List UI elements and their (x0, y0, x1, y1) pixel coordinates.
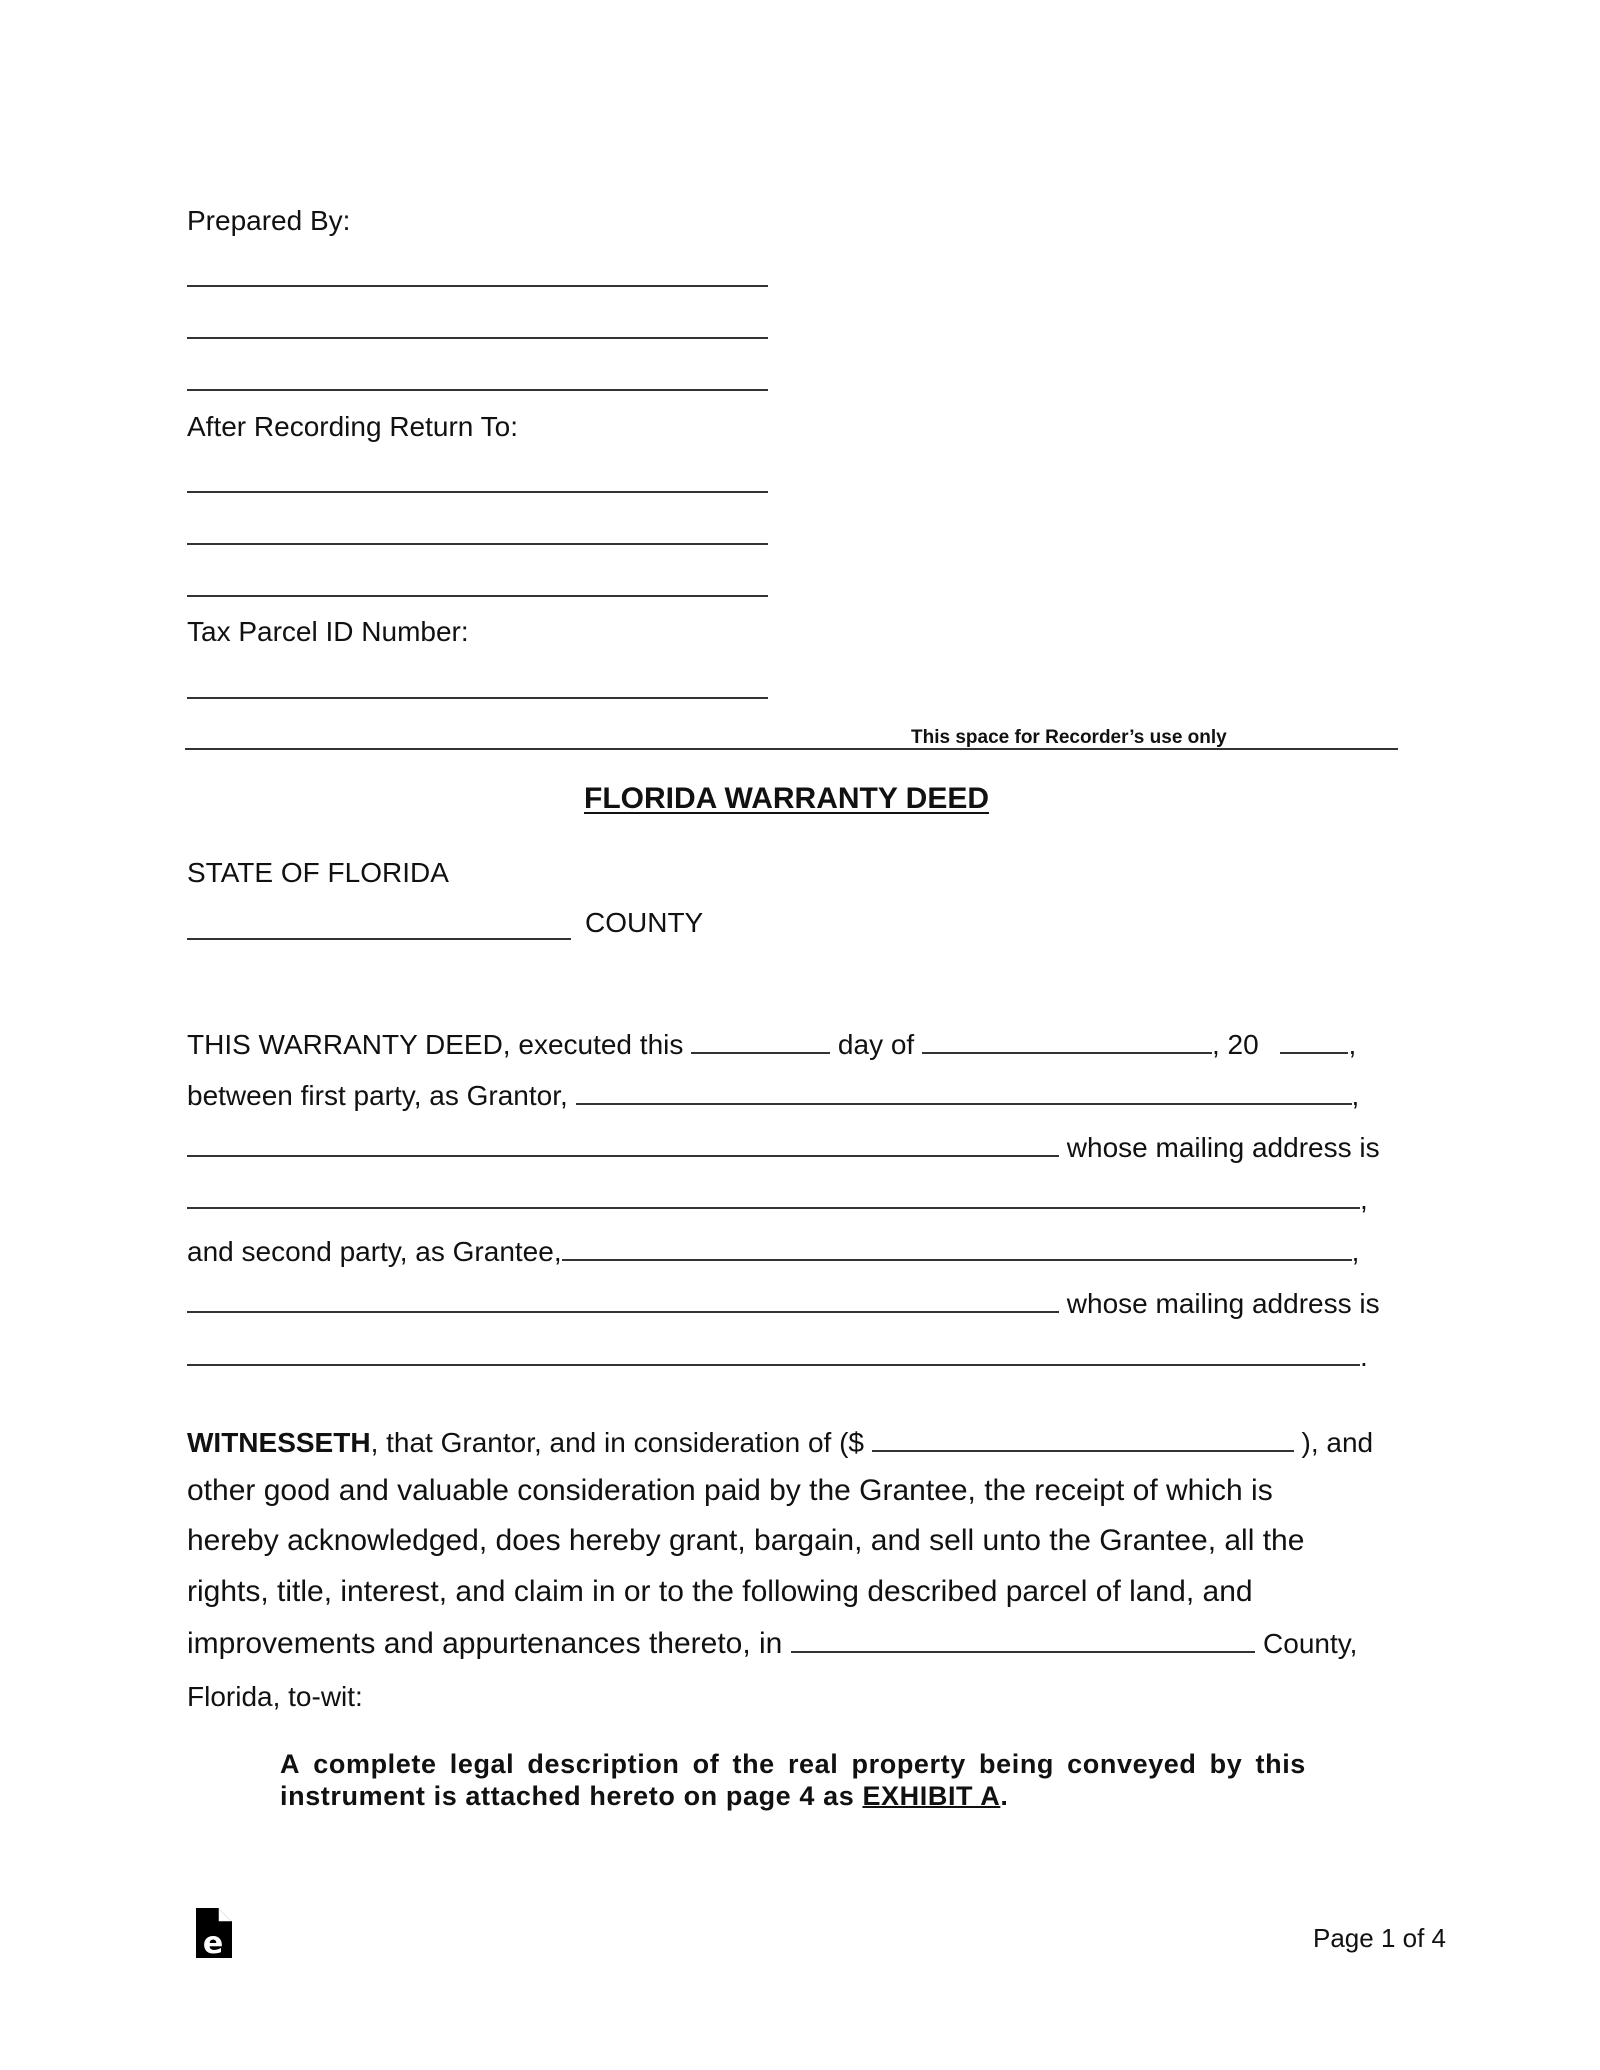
notice-word: complete (313, 1749, 437, 1779)
notice-text: instrument is attached hereto on page 4 as (280, 1781, 863, 1811)
deed-line-3 (187, 1129, 1380, 1165)
notice-line-1 (280, 1748, 1306, 1780)
witnesseth-text-end: ), and (1301, 1427, 1374, 1458)
witnesseth-heading: WITNESSETH (187, 1427, 371, 1458)
deed-line-4 (187, 1181, 1368, 1217)
prepared-by-label: Prepared By: (187, 205, 351, 236)
prepared-by-line-3[interactable] (187, 389, 768, 391)
grantor-name-blank[interactable] (576, 1077, 1352, 1105)
year-prefix-text: , 20 (1211, 1029, 1259, 1060)
page-number: Page 1 of 4 (1313, 1923, 1446, 1953)
grantee-name-blank[interactable] (562, 1233, 1352, 1261)
prepared-by-line-1[interactable] (187, 285, 768, 287)
period: . (1360, 1341, 1368, 1372)
notice-word: description (527, 1749, 680, 1779)
comma: , (1351, 1236, 1360, 1267)
legal-description-notice (280, 1748, 1306, 1812)
grantor-mailing-label: whose mailing address is (1066, 1132, 1380, 1163)
county-blank[interactable] (187, 938, 571, 940)
consideration-amount-blank[interactable] (872, 1424, 1294, 1452)
comma: , (1351, 1080, 1360, 1111)
witnesseth-line-1 (187, 1424, 1373, 1460)
witnesseth-text: , that Grantor, and in consideration of ($ (370, 1427, 864, 1458)
grantor-label: between first party, as Grantor, (187, 1080, 568, 1111)
tax-parcel-label: Tax Parcel ID Number: (187, 616, 469, 647)
county-label: COUNTY (585, 907, 704, 938)
recorder-divider (185, 748, 1398, 750)
deed-intro-text: THIS WARRANTY DEED, executed this (187, 1029, 684, 1060)
return-to-line-2[interactable] (187, 543, 768, 545)
comma: , (1348, 1029, 1357, 1060)
grantee-mailing-label: whose mailing address is (1066, 1288, 1380, 1319)
year-blank[interactable] (1280, 1026, 1348, 1054)
witnesseth-line-4: rights, title, interest, and claim in or to the following described parcel of land, and (187, 1575, 1253, 1608)
grantee-label: and second party, as Grantee, (187, 1236, 562, 1267)
notice-word: real (787, 1749, 839, 1779)
notice-line-2 (280, 1780, 1306, 1812)
witnesseth-line-3: hereby acknowledged, does hereby grant, bargain, and sell unto the Grantee, all the (187, 1524, 1305, 1557)
notice-word: the (732, 1749, 775, 1779)
witnesseth-line-6: Florida, to-wit: (187, 1681, 363, 1712)
grantor-name-cont-blank[interactable] (187, 1129, 1059, 1157)
notice-word: this (1255, 1749, 1306, 1779)
return-to-label: After Recording Return To: (187, 411, 518, 442)
state-line: STATE OF FLORIDA (187, 857, 449, 888)
document-title: FLORIDA WARRANTY DEED (584, 782, 989, 815)
deed-line-2 (187, 1077, 1359, 1113)
grantee-address-blank[interactable] (187, 1338, 1360, 1366)
notice-word: of (692, 1749, 720, 1779)
recorder-note: This space for Recorder’s use only (911, 727, 1227, 748)
county-name-blank[interactable] (791, 1625, 1255, 1653)
period: . (1000, 1781, 1009, 1811)
grantee-name-cont-blank[interactable] (187, 1285, 1059, 1313)
deed-line-7 (187, 1338, 1368, 1374)
comma: , (1360, 1184, 1368, 1215)
deed-line-1 (187, 1026, 1356, 1062)
return-to-line-3[interactable] (187, 595, 768, 597)
exhibit-a-link[interactable]: EXHIBIT A (862, 1781, 1001, 1811)
day-of-text: day of (837, 1029, 915, 1060)
month-blank[interactable] (922, 1026, 1212, 1054)
svg-text:e: e (202, 1926, 224, 1958)
notice-word: conveyed (1067, 1749, 1197, 1779)
appurtenances-text: improvements and appurtenances thereto, in (187, 1627, 783, 1660)
witnesseth-line-5 (187, 1625, 1357, 1661)
return-to-line-1[interactable] (187, 491, 768, 493)
deed-line-6 (187, 1285, 1380, 1321)
day-blank[interactable] (691, 1026, 830, 1054)
deed-line-5 (187, 1233, 1359, 1269)
notice-word: legal (449, 1749, 515, 1779)
notice-word: being (979, 1749, 1055, 1779)
notice-word: property (851, 1749, 966, 1779)
eforms-logo-icon (196, 1908, 232, 1958)
county-text: County, (1263, 1628, 1358, 1659)
tax-parcel-line[interactable] (187, 697, 768, 699)
notice-word: A (280, 1749, 301, 1779)
witnesseth-line-2: other good and valuable consideration paid by the Grantee, the receipt of which is (187, 1474, 1273, 1507)
notice-word: by (1209, 1749, 1243, 1779)
grantor-address-blank[interactable] (187, 1181, 1360, 1209)
prepared-by-line-2[interactable] (187, 337, 768, 339)
